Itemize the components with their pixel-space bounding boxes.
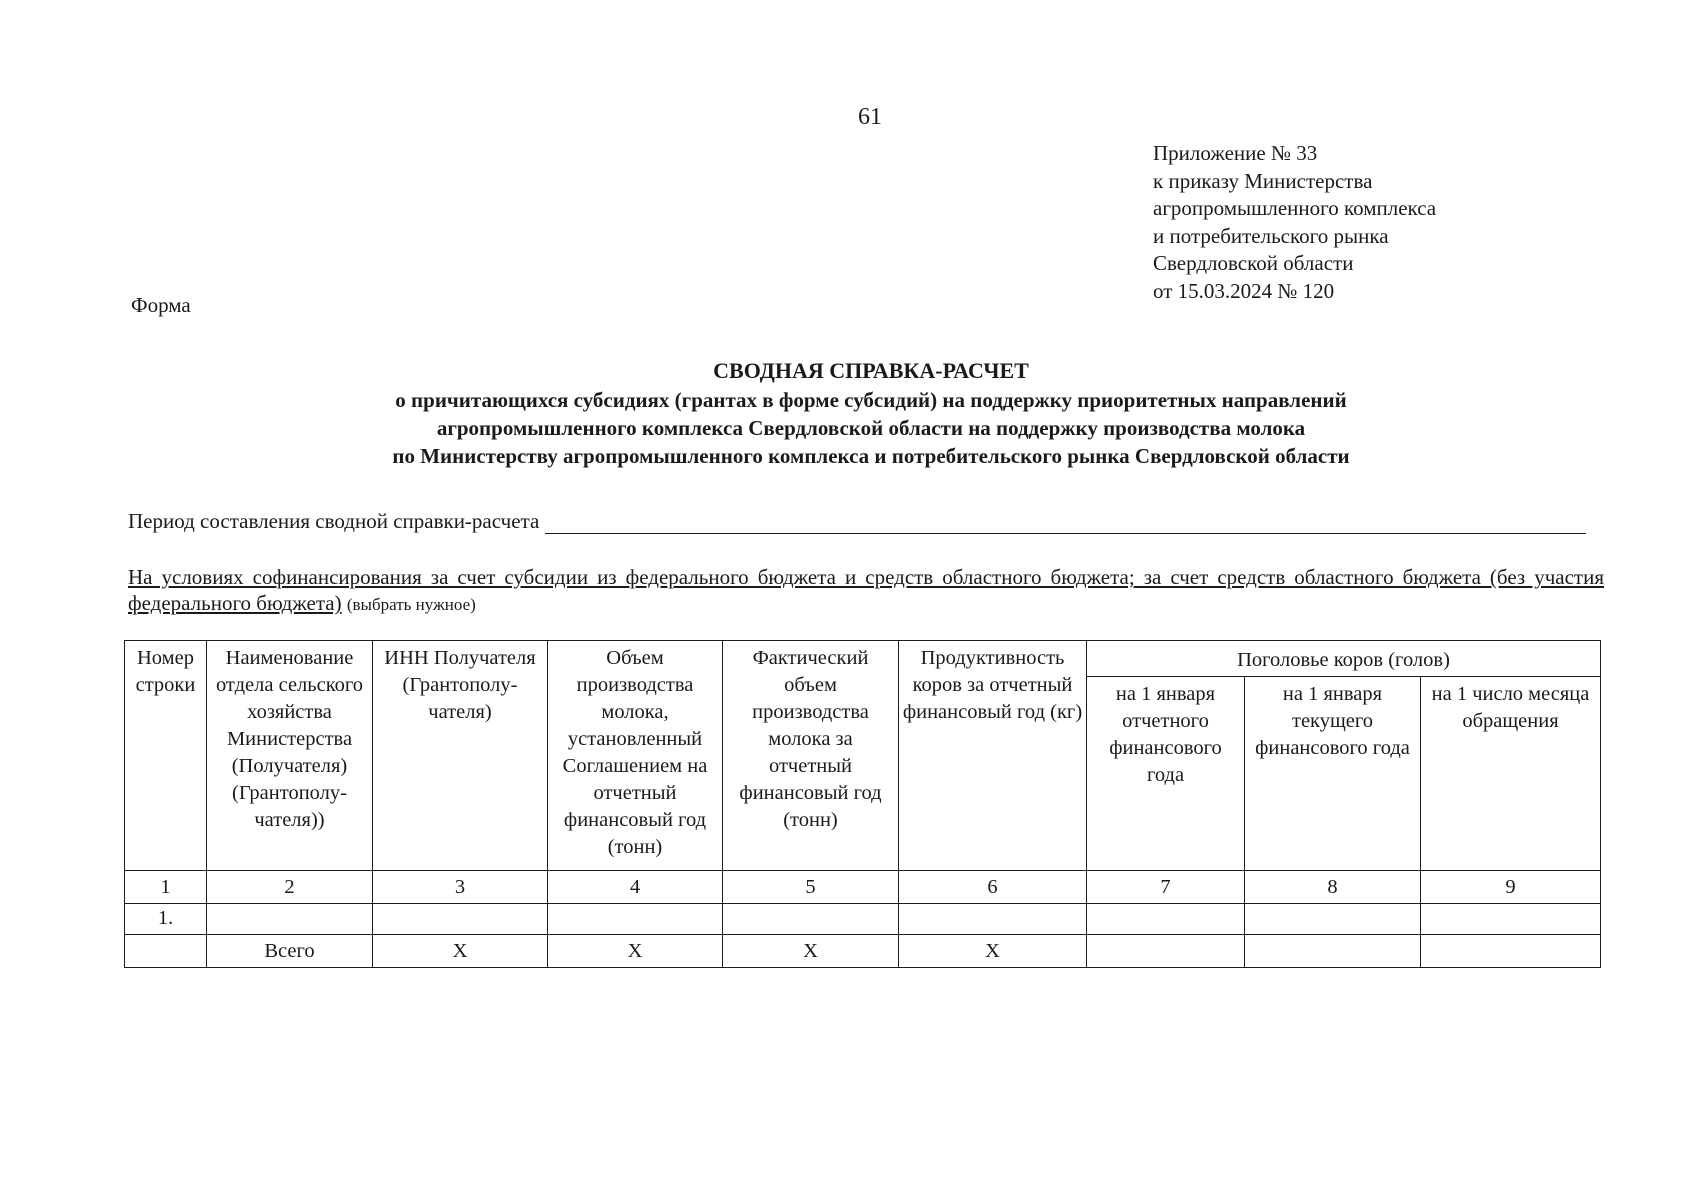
appendix-line: и потребительского рынка — [1153, 223, 1389, 248]
total-cell — [1421, 935, 1601, 968]
period-label: Период составления сводной справки-расчета — [128, 509, 540, 533]
header-jan1-current-year: на 1 января текущего финансового года — [1245, 677, 1421, 871]
header-inn: ИНН Получателя (Грантополу-чателя) — [373, 641, 548, 871]
column-number: 3 — [373, 871, 548, 904]
header-jan1-reporting-year: на 1 января отчетного финансового года — [1087, 677, 1245, 871]
column-number: 5 — [723, 871, 899, 904]
data-cell — [548, 904, 723, 935]
data-cell — [207, 904, 373, 935]
period-field — [128, 509, 1586, 534]
total-x-mark: Х — [548, 935, 723, 968]
conditions-note: (выбрать нужное) — [346, 595, 476, 614]
period-blank-line — [545, 511, 1586, 534]
appendix-block — [1153, 140, 1436, 305]
summary-table — [124, 640, 1601, 968]
row-number-cell: 1. — [125, 904, 207, 935]
total-x-mark: Х — [373, 935, 548, 968]
title-line: о причитающихся субсидиях (грантах в форме субсидий) на поддержку приоритетных направлений — [395, 388, 1347, 412]
total-x-mark: Х — [723, 935, 899, 968]
title-line: агропромышленного комплекса Свердловской области на поддержку производства молока — [436, 416, 1306, 440]
title-line: по Министерству агропромышленного комплекса и потребительского рынка Свердловской области — [392, 444, 1350, 468]
appendix-line: агропромышленного комплекса — [1153, 196, 1437, 220]
total-label: Всего — [207, 935, 373, 968]
appendix-line: к приказу Министерства — [1153, 168, 1373, 193]
appendix-line: Приложение № 33 — [1153, 141, 1318, 165]
header-row-number: Номер строки — [125, 641, 207, 871]
header-productivity: Продуктивность коров за отчетный финансовый год (кг) — [899, 641, 1087, 871]
column-number: 2 — [207, 871, 373, 904]
document-title — [250, 356, 1492, 470]
header-first-of-month: на 1 число месяца обращения — [1421, 677, 1601, 871]
data-cell — [1245, 904, 1421, 935]
data-cell — [1087, 904, 1245, 935]
appendix-line: Свердловской области — [1153, 251, 1354, 275]
total-cell — [1245, 935, 1421, 968]
header-planned-volume: Объем производства молока, установленный Соглашением на отчетный финансовый год (тонн) — [548, 641, 723, 871]
data-cell — [723, 904, 899, 935]
header-actual-volume: Фактический объем производства молока за отчетный финансовый год (тонн) — [723, 641, 899, 871]
total-empty-cell — [125, 935, 207, 968]
page-number: 61 — [858, 104, 882, 130]
total-x-mark: Х — [899, 935, 1087, 968]
appendix-line: от 15.03.2024 № 120 — [1153, 278, 1335, 303]
column-number: 1 — [125, 871, 207, 904]
title-main: СВОДНАЯ СПРАВКА-РАСЧЕТ — [713, 358, 1029, 383]
data-cell — [899, 904, 1087, 935]
column-number: 4 — [548, 871, 723, 904]
conditions-text: На условиях софинансирования за счет субсидии из федерального бюджета и средств областного бюджета; за счет средств областного бюджета (без участия федерального бюджета) — [128, 565, 1604, 615]
column-number: 6 — [899, 871, 1087, 904]
total-cell — [1087, 935, 1245, 968]
data-cell — [373, 904, 548, 935]
column-number: 8 — [1245, 871, 1421, 904]
conditions-paragraph — [128, 564, 1604, 618]
header-department: Наименование отдела сельского хозяйства Министерства (Получателя) (Грантополу-чателя)) — [207, 641, 373, 871]
form-label: Форма — [131, 293, 191, 317]
data-cell — [1421, 904, 1601, 935]
header-cow-herd-group: Поголовье коров (голов) — [1087, 641, 1601, 677]
column-number: 9 — [1421, 871, 1601, 904]
column-number: 7 — [1087, 871, 1245, 904]
